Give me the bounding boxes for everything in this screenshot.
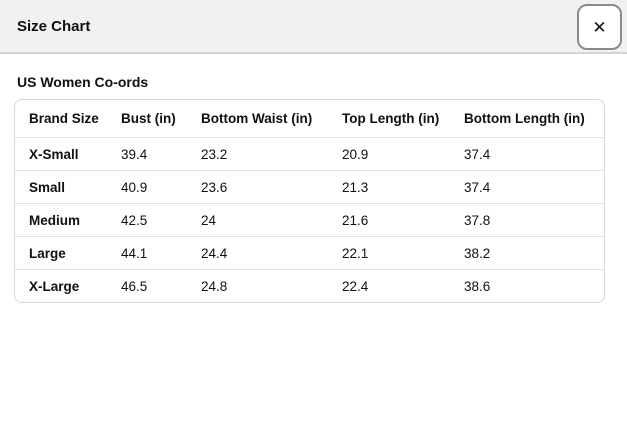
bottom-waist-cell: 23.6 (187, 170, 328, 203)
bust-cell: 39.4 (107, 137, 187, 170)
brand-size-cell: X-Large (15, 269, 107, 302)
column-header-bust: Bust (in) (121, 111, 176, 126)
modal-title: Size Chart (17, 17, 91, 35)
brand-size-cell: Medium (15, 203, 107, 236)
size-chart-table (14, 99, 605, 303)
modal-content (0, 54, 627, 303)
table-row (15, 170, 604, 203)
bust-cell: 42.5 (107, 203, 187, 236)
column-header-bottom-length: Bottom Length (in) (464, 111, 585, 126)
top-length-cell: 22.4 (328, 269, 450, 302)
bottom-waist-cell: 24.8 (187, 269, 328, 302)
table-row (15, 137, 604, 170)
bottom-waist-cell: 23.2 (187, 137, 328, 170)
table-row (15, 269, 604, 302)
top-length-cell: 22.1 (328, 236, 450, 269)
bust-cell: 46.5 (107, 269, 187, 302)
bottom-waist-cell: 24.4 (187, 236, 328, 269)
brand-size-cell: X-Small (15, 137, 107, 170)
size-chart-subtitle: US Women Co-ords (17, 74, 149, 90)
brand-size-cell: Small (15, 170, 107, 203)
column-header-bottom-waist: Bottom Waist (in) (201, 111, 313, 126)
bottom-length-cell: 37.4 (450, 170, 604, 203)
top-length-cell: 21.3 (328, 170, 450, 203)
close-button[interactable] (577, 4, 622, 50)
bottom-length-cell: 38.6 (450, 269, 604, 302)
brand-size-cell: Large (15, 236, 107, 269)
top-length-cell: 20.9 (328, 137, 450, 170)
bottom-length-cell: 37.8 (450, 203, 604, 236)
table-row (15, 236, 604, 269)
table-row (15, 203, 604, 236)
column-header-brand-size: Brand Size (29, 111, 99, 126)
bust-cell: 40.9 (107, 170, 187, 203)
column-header-top-length: Top Length (in) (342, 111, 440, 126)
bottom-length-cell: 38.2 (450, 236, 604, 269)
bust-cell: 44.1 (107, 236, 187, 269)
bottom-waist-cell: 24 (187, 203, 328, 236)
bottom-length-cell: 37.4 (450, 137, 604, 170)
modal-header (0, 0, 627, 54)
close-icon: ✕ (592, 17, 607, 37)
table-header-row (15, 100, 604, 137)
top-length-cell: 21.6 (328, 203, 450, 236)
